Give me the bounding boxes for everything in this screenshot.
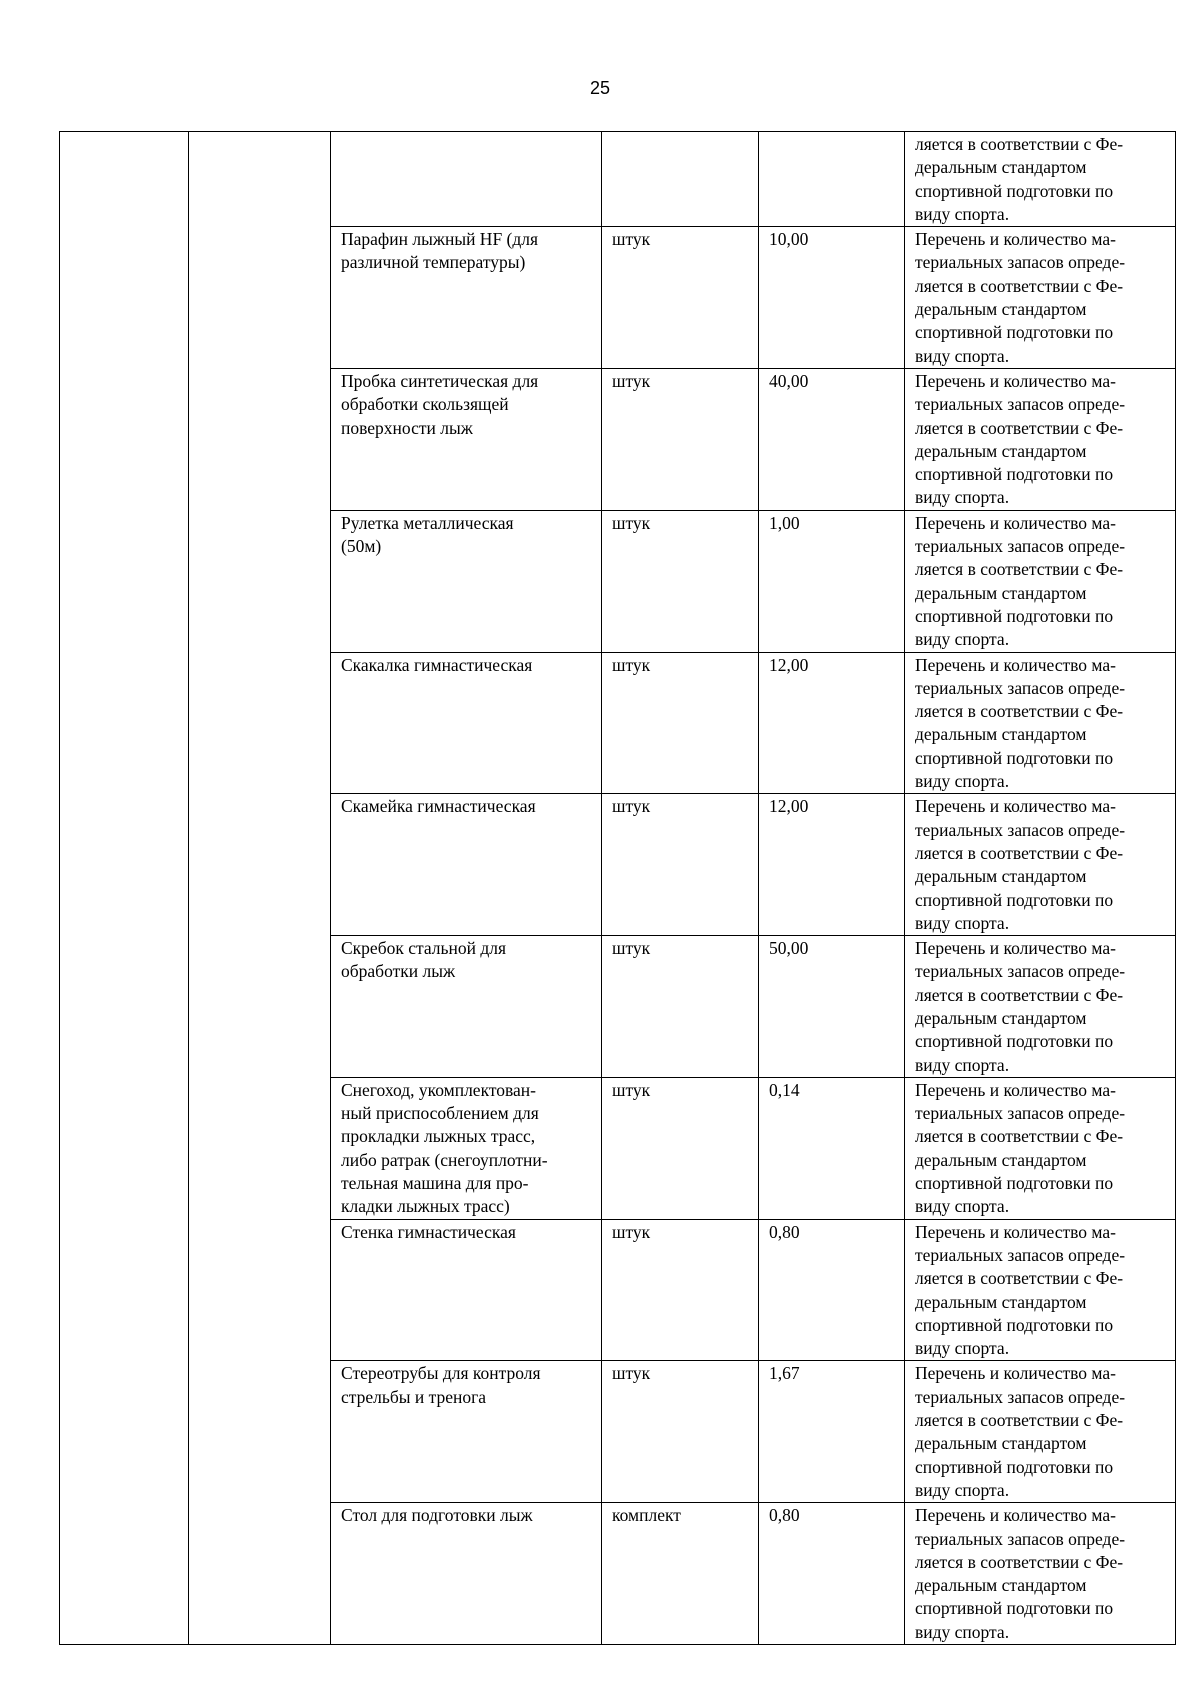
quantity-cell <box>759 227 905 369</box>
unit-cell <box>602 132 759 227</box>
item-unit: штук <box>612 370 651 391</box>
note-cell <box>905 652 1176 794</box>
item-name-cell <box>331 936 602 1078</box>
item-name-cell <box>331 132 602 227</box>
unit-cell <box>602 1361 759 1503</box>
unit-cell <box>602 936 759 1078</box>
item-unit: штук <box>612 1221 651 1242</box>
item-quantity: 1,00 <box>769 512 800 533</box>
unit-cell <box>602 1503 759 1645</box>
equipment-table <box>59 131 1176 1645</box>
quantity-cell <box>759 368 905 510</box>
note-cell <box>905 1503 1176 1645</box>
item-note: Перечень и количество ма- териальных запасов опреде- ляется в соответствии с Фе- деральным стандартом спортивной подготовки по виду спорта. <box>915 1221 1126 1359</box>
item-note: Перечень и количество ма- териальных запасов опреде- ляется в соответствии с Фе- деральным стандартом спортивной подготовки по виду спорта. <box>915 1505 1126 1642</box>
item-quantity: 10,00 <box>769 229 809 250</box>
item-note: Перечень и количество ма- териальных запасов опреде- ляется в соответствии с Фе- деральным стандартом спортивной подготовки по виду спорта. <box>915 796 1126 933</box>
item-quantity: 0,80 <box>769 1221 800 1242</box>
note-cell <box>905 510 1176 652</box>
note-cell <box>905 132 1176 227</box>
unit-cell <box>602 227 759 369</box>
item-name: Пробка синтетическая для обработки скользящей поверхности лыж <box>341 370 539 438</box>
quantity-cell <box>759 510 905 652</box>
item-name-cell <box>331 1077 602 1219</box>
item-name-cell <box>331 368 602 510</box>
item-note: Перечень и количество ма- териальных запасов опреде- ляется в соответствии с Фе- деральным стандартом спортивной подготовки по виду спорта. <box>915 1079 1126 1217</box>
item-name: Стол для подготовки лыж <box>341 1505 533 1526</box>
item-note: Перечень и количество ма- териальных запасов опреде- ляется в соответствии с Фе- деральным стандартом спортивной подготовки по виду спорта. <box>915 512 1126 650</box>
item-unit: штук <box>612 938 651 959</box>
unit-cell <box>602 1077 759 1219</box>
item-name-cell <box>331 652 602 794</box>
item-unit: штук <box>612 1363 651 1384</box>
item-quantity: 40,00 <box>769 370 809 391</box>
item-name: Рулетка металлическая (50м) <box>341 512 514 557</box>
item-name-cell <box>331 1219 602 1361</box>
item-name: Скакалка гимнастическая <box>341 654 533 675</box>
quantity-cell <box>759 132 905 227</box>
item-name: Снегоход, укомплектован- ный приспособлением для прокладки лыжных трасс, либо ратрак (снегоуплотни- тельная машина для про- кладки лыжных трасс) <box>341 1079 548 1217</box>
unit-cell <box>602 510 759 652</box>
page-number: 25 <box>589 78 611 98</box>
quantity-cell <box>759 1219 905 1361</box>
unit-cell <box>602 1219 759 1361</box>
quantity-cell <box>759 1503 905 1645</box>
note-cell <box>905 227 1176 369</box>
table-body <box>60 132 1176 1645</box>
item-name-cell <box>331 1361 602 1503</box>
item-name: Стенка гимнастическая <box>341 1221 516 1242</box>
note-cell <box>905 1361 1176 1503</box>
item-quantity: 0,80 <box>769 1505 800 1526</box>
unit-cell <box>602 368 759 510</box>
item-name-cell <box>331 227 602 369</box>
unit-cell <box>602 652 759 794</box>
item-unit: штук <box>612 229 651 250</box>
quantity-cell <box>759 1077 905 1219</box>
item-name: Стереотрубы для контроля стрельбы и тренога <box>341 1363 541 1407</box>
item-unit: штук <box>612 796 651 817</box>
item-name-cell <box>331 1503 602 1645</box>
note-cell <box>905 368 1176 510</box>
quantity-cell <box>759 936 905 1078</box>
note-cell <box>905 936 1176 1078</box>
table-row <box>60 132 1176 227</box>
empty-col-2-cell <box>189 132 331 1645</box>
item-quantity: 50,00 <box>769 938 809 959</box>
item-unit: штук <box>612 512 651 533</box>
item-unit: штук <box>612 1079 651 1100</box>
item-quantity: 12,00 <box>769 654 809 675</box>
item-name: Скребок стальной для обработки лыж <box>341 938 507 982</box>
note-cell <box>905 1219 1176 1361</box>
quantity-cell <box>759 1361 905 1503</box>
item-note: ляется в соответствии с Фе- деральным стандартом спортивной подготовки по виду спорта. <box>915 134 1124 224</box>
quantity-cell <box>759 794 905 936</box>
item-name: Скамейка гимнастическая <box>341 796 536 817</box>
item-quantity: 12,00 <box>769 796 809 817</box>
item-note: Перечень и количество ма- териальных запасов опреде- ляется в соответствии с Фе- деральным стандартом спортивной подготовки по виду спорта. <box>915 370 1126 508</box>
unit-cell <box>602 794 759 936</box>
item-note: Перечень и количество ма- териальных запасов опреде- ляется в соответствии с Фе- деральным стандартом спортивной подготовки по виду спорта. <box>915 1363 1126 1500</box>
item-name-cell <box>331 510 602 652</box>
item-unit: комплект <box>612 1505 681 1526</box>
item-quantity: 1,67 <box>769 1363 800 1384</box>
item-quantity: 0,14 <box>769 1079 800 1100</box>
item-note: Перечень и количество ма- териальных запасов опреде- ляется в соответствии с Фе- деральным стандартом спортивной подготовки по виду спорта. <box>915 938 1126 1075</box>
item-unit: штук <box>612 654 651 675</box>
item-note: Перечень и количество ма- териальных запасов опреде- ляется в соответствии с Фе- деральным стандартом спортивной подготовки по виду спорта. <box>915 229 1126 366</box>
empty-col-1-cell <box>60 132 189 1645</box>
item-name-cell <box>331 794 602 936</box>
item-note: Перечень и количество ма- териальных запасов опреде- ляется в соответствии с Фе- деральным стандартом спортивной подготовки по виду спорта. <box>915 654 1126 792</box>
note-cell <box>905 794 1176 936</box>
quantity-cell <box>759 652 905 794</box>
item-name: Парафин лыжный HF (для различной температуры) <box>341 229 539 273</box>
note-cell <box>905 1077 1176 1219</box>
